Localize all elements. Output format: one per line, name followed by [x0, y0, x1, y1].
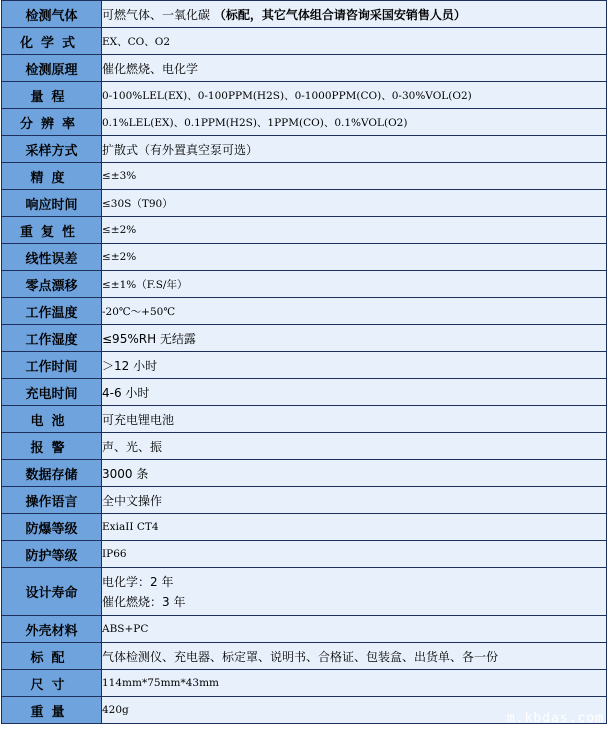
row-gas — [2, 1, 607, 28]
row-value: ≤±2% — [102, 244, 607, 271]
row-humidity — [2, 325, 607, 352]
value-note: （标配，其它气体组合请咨询采国安销售人员） — [213, 7, 466, 22]
row-resolution — [2, 109, 607, 136]
row-value: 气体检测仪、充电器、标定罩、说明书、合格证、包装盒、出货单、各一份 — [102, 643, 607, 670]
row-label: 防爆等级 — [2, 514, 102, 541]
row-label: 响应时间 — [2, 190, 102, 217]
row-label: 充电时间 — [2, 379, 102, 406]
row-range — [2, 82, 607, 109]
row-label: 标配 — [2, 643, 102, 670]
row-value: 114mm*75mm*43mm — [102, 670, 607, 697]
value-text: 可燃气体、一氧化碳 — [102, 7, 211, 22]
row-value: 全中文操作 — [102, 487, 607, 514]
value-line-1: 电化学：2 年 — [102, 574, 174, 589]
row-linearity — [2, 244, 607, 271]
row-label: 外壳材料 — [2, 616, 102, 643]
row-label: 设计寿命 — [2, 568, 102, 616]
row-label: 检测气体 — [2, 1, 102, 28]
row-value: -20℃～+50℃ — [102, 298, 607, 325]
row-value: ＞12 小时 — [102, 352, 607, 379]
row-label: 重量 — [2, 697, 102, 724]
row-value: 4-6 小时 — [102, 379, 607, 406]
row-value — [102, 1, 607, 28]
row-label: 数据存储 — [2, 460, 102, 487]
spec-table — [1, 0, 607, 724]
row-value: ≤95%RH 无结露 — [102, 325, 607, 352]
row-label: 采样方式 — [2, 136, 102, 163]
row-temperature — [2, 298, 607, 325]
row-label: 操作语言 — [2, 487, 102, 514]
row-battery — [2, 406, 607, 433]
row-repeatability — [2, 217, 607, 244]
row-value: ABS+PC — [102, 616, 607, 643]
row-size — [2, 670, 607, 697]
row-value: ≤±3% — [102, 163, 607, 190]
row-design-life — [2, 568, 607, 616]
row-formula — [2, 28, 607, 55]
row-label: 量程 — [2, 82, 102, 109]
row-protection-grade — [2, 541, 607, 568]
row-value: ≤±1%（F.S/年） — [102, 271, 607, 298]
row-explosion-grade — [2, 514, 607, 541]
row-label: 工作温度 — [2, 298, 102, 325]
row-label: 防护等级 — [2, 541, 102, 568]
row-value: 可充电锂电池 — [102, 406, 607, 433]
row-value: ≤30S（T90） — [102, 190, 607, 217]
row-label: 电池 — [2, 406, 102, 433]
row-label: 重复性 — [2, 217, 102, 244]
row-label: 尺寸 — [2, 670, 102, 697]
row-standard-config — [2, 643, 607, 670]
row-label: 报警 — [2, 433, 102, 460]
row-value: ExiaII CT4 — [102, 514, 607, 541]
row-work-time — [2, 352, 607, 379]
row-storage — [2, 460, 607, 487]
row-language — [2, 487, 607, 514]
row-accuracy — [2, 163, 607, 190]
row-alarm — [2, 433, 607, 460]
row-label: 线性误差 — [2, 244, 102, 271]
row-shell-material — [2, 616, 607, 643]
row-value: 声、光、振 — [102, 433, 607, 460]
row-drift — [2, 271, 607, 298]
row-value: 0-100%LEL(EX)、0-100PPM(H2S)、0-1000PPM(CO)、0-30%VOL(O2) — [102, 82, 607, 109]
row-charge-time — [2, 379, 607, 406]
row-sampling — [2, 136, 607, 163]
row-label: 零点漂移 — [2, 271, 102, 298]
row-label: 工作时间 — [2, 352, 102, 379]
row-label: 化学式 — [2, 28, 102, 55]
row-value: 420g — [102, 697, 607, 724]
row-principle — [2, 55, 607, 82]
row-value: ≤±2% — [102, 217, 607, 244]
row-response — [2, 190, 607, 217]
row-value — [102, 568, 607, 616]
watermark: m.kbdas.com — [506, 711, 604, 726]
row-value: IP66 — [102, 541, 607, 568]
row-value: 催化燃烧、电化学 — [102, 55, 607, 82]
row-label: 工作湿度 — [2, 325, 102, 352]
row-value: 扩散式（有外置真空泵可选） — [102, 136, 607, 163]
row-label: 精度 — [2, 163, 102, 190]
row-value: 0.1%LEL(EX)、0.1PPM(H2S)、1PPM(CO)、0.1%VOL(O2) — [102, 109, 607, 136]
row-value: EX、CO、O2 — [102, 28, 607, 55]
row-value: 3000 条 — [102, 460, 607, 487]
row-label: 分辨率 — [2, 109, 102, 136]
value-line-2: 催化燃烧：3 年 — [102, 594, 186, 609]
row-label: 检测原理 — [2, 55, 102, 82]
